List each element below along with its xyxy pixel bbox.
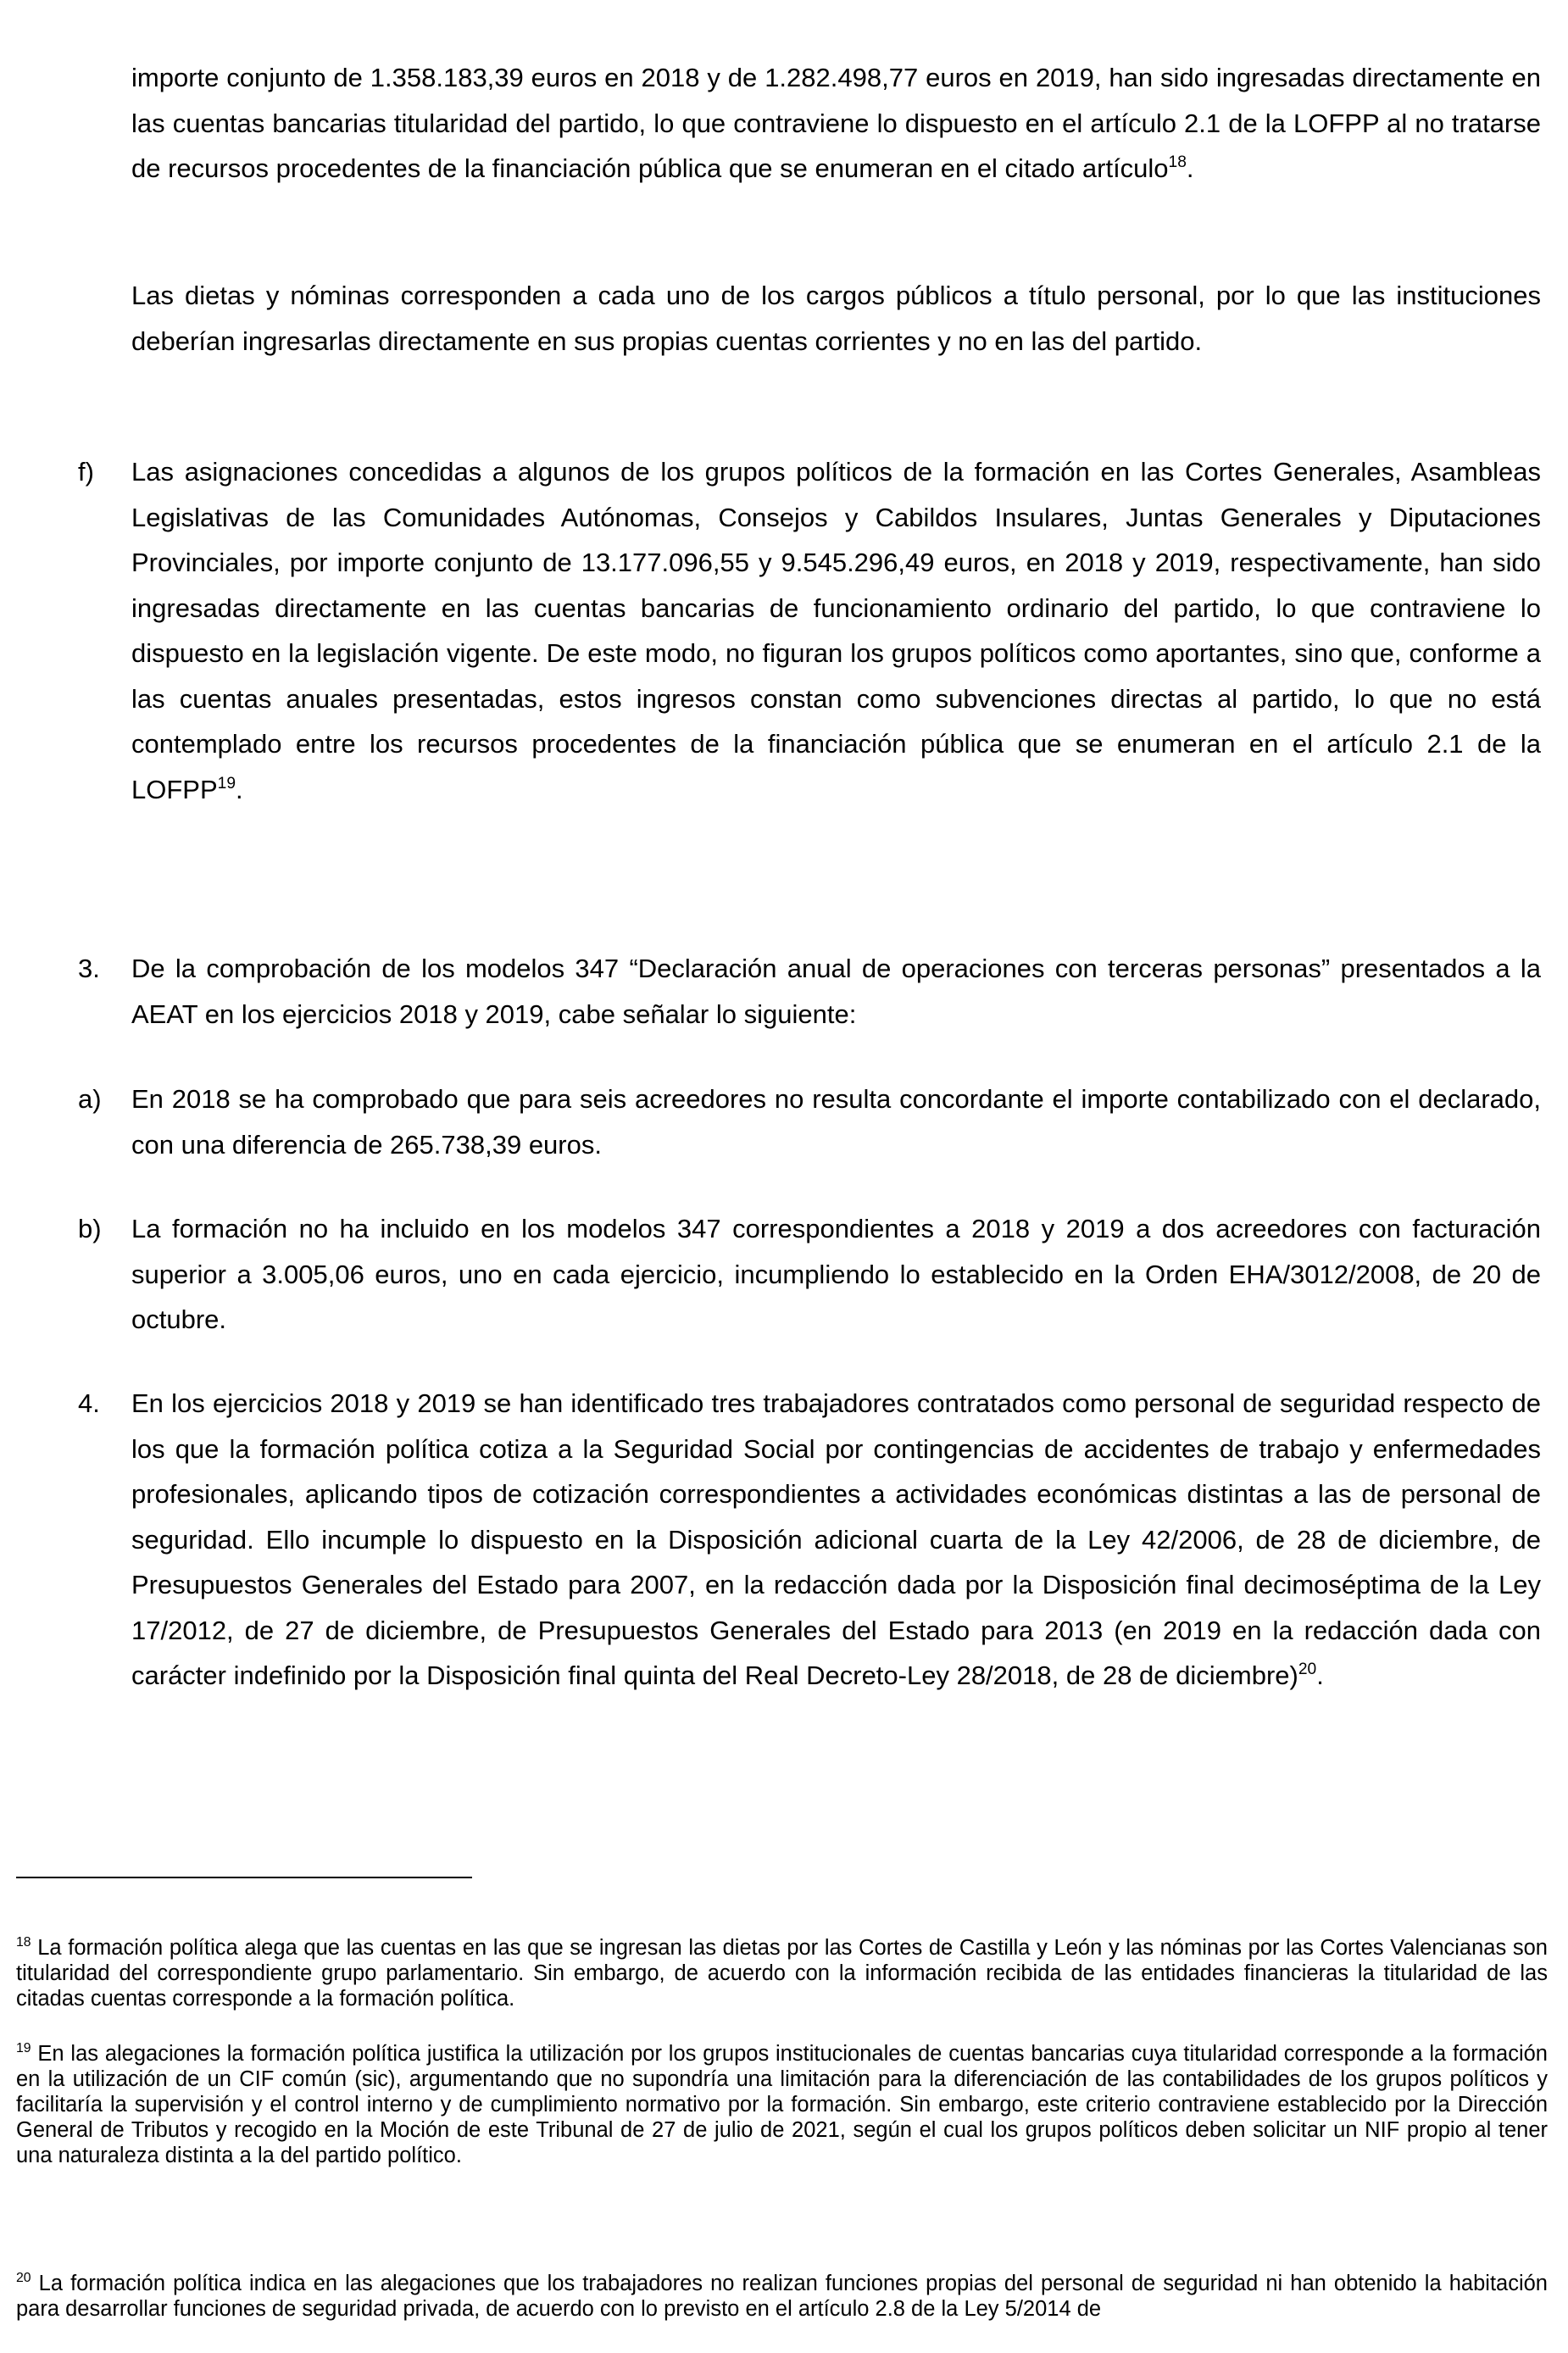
item-4-personal-seguridad: [131, 1381, 1541, 1699]
footnote-text: La formación política indica en las alegaciones que los trabajadores no realizan funciones propias del personal de seguridad ni han obtenido la habitación para desarrollar funciones de seguridad privada, de acuerdo con lo previsto en el artículo 2.8 de la Ley 5/2014 de: [16, 2272, 1548, 2321]
footnote-text: La formación política alega que las cuentas en las que se ingresan las dietas por las Cortes de Castilla y León y las nóminas por las Cortes Valencianas son titularidad del correspondiente grupo parlamentario. Sin embargo, de acuerdo con la información recibida de las entidades financieras la titularidad de las citadas cuentas corresponde a la formación política.: [16, 1936, 1548, 2011]
item-tail: .: [1316, 1660, 1324, 1690]
list-marker-4: 4.: [78, 1388, 100, 1418]
item-a-acreedores: En 2018 se ha comprobado que para seis acreedores no resulta concordante el importe contabilizado con el declarado, con una diferencia de 265.738,39 euros.: [131, 1084, 1541, 1160]
item-f-asignaciones: [131, 449, 1541, 812]
footnote-ref-20[interactable]: 20: [1298, 1660, 1317, 1679]
item-text: Las asignaciones concedidas a algunos de los grupos políticos de la formación en las Cortes Generales, Asambleas Legislativas de las Comunidades Autónomas, Consejos y Cabildos Insulares, Juntas Generales y Diputaciones Provinciales, por importe conjunto de 13.177.096,55 y 9.545.296,49 euros, en 2018 y 2019, respectivamente, han sido ingresadas directamente en las cuentas bancarias de funcionamiento ordinario del partido, lo que contraviene lo dispuesto en la legislación vigente. De este modo, no figuran los grupos políticos como aportantes, sino que, conforme a las cuentas anuales presentadas, estos ingresos constan como subvenciones directas al partido, lo que no está contemplado entre los recursos procedentes de la financiación pública que se enumeran en el artículo 2.1 de la LOFPP: [131, 457, 1541, 804]
list-marker-f: f): [78, 457, 94, 487]
item-b-no-incluido: La formación no ha incluido en los modelos 347 correspondientes a 2018 y 2019 a dos acreedores con facturación superior a 3.005,06 euros, uno en cada ejercicio, incumpliendo lo establecido en la Orden EHA/3012/2008, de 20 de octubre.: [131, 1214, 1541, 1334]
footnote-number: 20: [16, 2271, 31, 2286]
paragraph-importe-conjunto: [131, 55, 1541, 192]
footnote-ref-19[interactable]: 19: [217, 774, 236, 793]
footnote-20: [16, 2271, 1548, 2322]
item-text: En los ejercicios 2018 y 2019 se han identificado tres trabajadores contratados como personal de seguridad respecto de los que la formación política cotiza a la Seguridad Social por contingencias de accidentes de trabajo y enfermedades profesionales, aplicando tipos de cotización correspondientes a actividades económicas distintas a las de personal de seguridad. Ello incumple lo dispuesto en la Disposición adicional cuarta de la Ley 42/2006, de 28 de diciembre, de Presupuestos Generales del Estado para 2007, en la redacción dada por la Disposición final decimoséptima de la Ley 17/2012, de 27 de diciembre, de Presupuestos Generales del Estado para 2013 (en 2019 en la redacción dada con carácter indefinido por la Disposición final quinta del Real Decreto-Ley 28/2018, de 28 de diciembre): [131, 1388, 1541, 1690]
list-marker-b: b): [78, 1214, 102, 1243]
footnote-number: 18: [16, 1935, 31, 1950]
item-tail: .: [236, 774, 243, 804]
list-marker-a: a): [78, 1084, 102, 1114]
paragraph-dietas-nominas: Las dietas y nóminas corresponden a cada uno de los cargos públicos a título personal, por lo que las instituciones deberían ingresarlas directamente en sus propias cuentas corrientes y no en las del partido.: [131, 281, 1541, 356]
footnote-separator: [16, 1877, 472, 1878]
footnote-number: 19: [16, 2041, 31, 2056]
list-marker-3: 3.: [78, 954, 100, 983]
item-3-modelos-347: De la comprobación de los modelos 347 “Declaración anual de operaciones con terceras personas” presentados a la AEAT en los ejercicios 2018 y 2019, cabe señalar lo siguiente:: [131, 954, 1541, 1029]
paragraph-tail: .: [1186, 153, 1194, 183]
paragraph-text: importe conjunto de 1.358.183,39 euros en 2018 y de 1.282.498,77 euros en 2019, han sido ingresadas directamente en las cuentas bancarias titularidad del partido, lo que contraviene lo dispuesto en el artículo 2.1 de la LOFPP al no tratarse de recursos procedentes de la financiación pública que se enumeran en el citado artículo: [131, 63, 1541, 183]
footnote-19: [16, 2041, 1548, 2168]
footnote-18: [16, 1935, 1548, 2011]
footnote-ref-18[interactable]: 18: [1168, 153, 1187, 172]
footnote-text: En las alegaciones la formación política justifica la utilización por los grupos institucionales de cuentas bancarias cuya titularidad corresponde a la formación en la utilización de un CIF común (sic), argumentando que no supondría una limitación para la diferenciación de las contabilidades de los grupos políticos y facilitaría la supervisión y el control interno y de cumplimiento normativo por la formación. Sin embargo, este criterio contraviene establecido por la Dirección General de Tributos y recogido en la Moción de este Tribunal de 27 de julio de 2021, según el cual los grupos políticos deben solicitar un NIF propio al tener una naturaleza distinta a la del partido político.: [16, 2042, 1548, 2167]
